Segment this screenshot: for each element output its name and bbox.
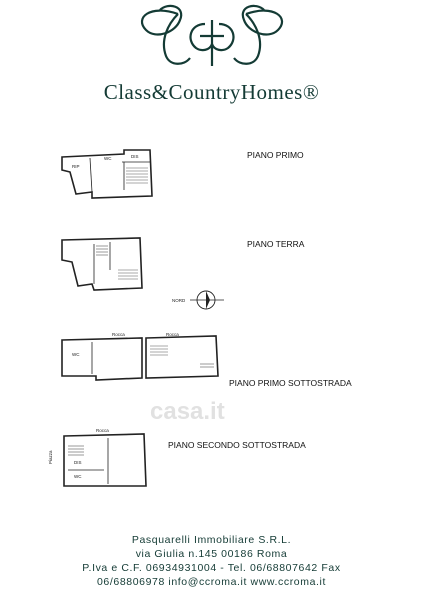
floorplan-piano-secondo-sottostrada <box>0 424 423 494</box>
north-compass-icon <box>170 286 250 316</box>
footer-address: via Giulia n.145 00186 Roma <box>135 548 288 560</box>
plan-label-wc: WC <box>104 156 112 161</box>
plan-label-rip: RIP <box>72 164 80 169</box>
plan-label-rocca-1: Rocca <box>112 332 125 337</box>
plan-label-rocca-3: Rocca <box>96 428 109 433</box>
floorplan-piano-primo <box>0 140 423 210</box>
floorplan-piano-primo-sottostrada <box>0 330 423 390</box>
footer-vat: P.Iva e C.F. 06934931004 - Tel. 06/68807642 Fax <box>82 562 341 574</box>
plan-label-piazza: Piazza <box>48 450 53 464</box>
plan-label-rocca-2: Rocca <box>166 332 179 337</box>
brand-name: Class&CountryHomes® <box>103 80 320 104</box>
watermark: casa.it <box>150 398 225 425</box>
plan-label-wc-1: WC <box>72 352 80 357</box>
label-piano-secondo-sottostrada: PIANO SECONDO SOTTOSTRADA <box>168 440 306 450</box>
label-piano-primo-sottostrada: PIANO PRIMO SOTTOSTRADA <box>229 378 352 388</box>
plan-label-wc-2: WC <box>74 474 82 479</box>
footer-contact: 06/68806978 info@ccroma.it www.ccroma.it <box>96 576 326 588</box>
plan-label-nord: NORD <box>172 298 186 303</box>
logo-monogram-icon <box>0 0 423 80</box>
label-piano-terra: PIANO TERRA <box>247 239 305 249</box>
label-piano-primo: PIANO PRIMO <box>247 150 304 160</box>
plan-label-dis-2: DIS <box>74 460 82 465</box>
plan-label-dis: DIS <box>131 154 139 159</box>
footer-company: Pasquarelli Immobiliare S.R.L. <box>131 534 292 546</box>
